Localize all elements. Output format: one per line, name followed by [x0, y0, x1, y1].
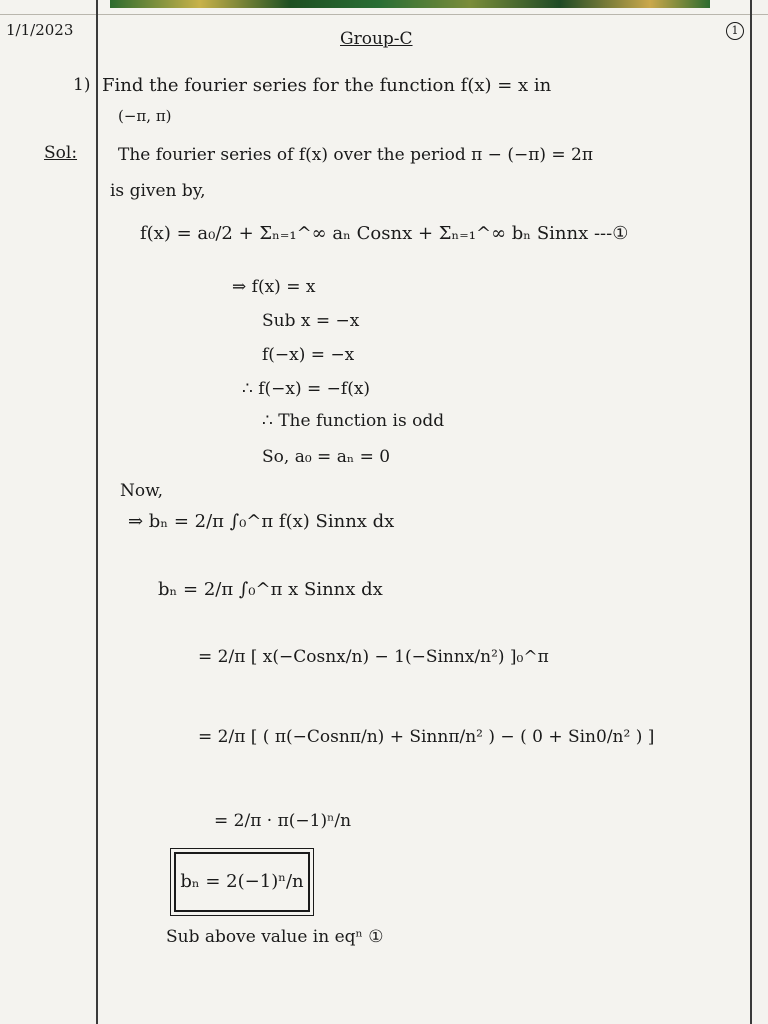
question-line-1: Find the fourier series for the function f(x) = x in — [102, 75, 552, 96]
now-label: Now, — [120, 481, 164, 501]
right-margin-line — [750, 0, 752, 1024]
question-number: 1) — [73, 75, 91, 95]
top-rule-line — [0, 14, 768, 15]
top-decorative-strip — [110, 0, 710, 8]
date: 1/1/2023 — [6, 21, 74, 39]
integration-step: = 2/π [ x(−Cosnx/n) − 1(−Sinnx/n²) ]₀^π — [198, 647, 549, 667]
bn-substituted: bₙ = 2/π ∫₀^π x Sinnx dx — [158, 579, 383, 600]
left-margin-line — [96, 0, 98, 1024]
integration-step: = 2/π [ ( π(−Cosnπ/n) + Sinnπ/n² ) − ( 0 + Sin0/n² ) ] — [198, 727, 655, 747]
page-number: 1 — [726, 22, 744, 40]
closing-line: Sub above value in eqⁿ ① — [166, 927, 384, 947]
solution-intro-2: is given by, — [110, 181, 206, 201]
integration-step: = 2/π · π(−1)ⁿ/n — [214, 811, 352, 831]
question-line-2: (−π, π) — [118, 107, 172, 125]
section-title: Group-C — [340, 29, 413, 49]
derivation-line: So, a₀ = aₙ = 0 — [262, 447, 391, 467]
solution-label: Sol: — [44, 143, 78, 163]
boxed-result: bₙ = 2(−1)ⁿ/n — [174, 852, 310, 912]
fourier-series-equation: f(x) = a₀/2 + Σₙ₌₁^∞ aₙ Cosnx + Σₙ₌₁^∞ bₙ Sinnx ---① — [140, 223, 629, 244]
bn-formula: ⇒ bₙ = 2/π ∫₀^π f(x) Sinnx dx — [128, 511, 395, 532]
derivation-line: ⇒ f(x) = x — [232, 277, 316, 297]
derivation-line: f(−x) = −x — [262, 345, 355, 365]
derivation-line: Sub x = −x — [262, 311, 360, 331]
solution-intro-1: The fourier series of f(x) over the period π − (−π) = 2π — [118, 145, 594, 165]
derivation-line: ∴ f(−x) = −f(x) — [242, 379, 371, 399]
derivation-line: ∴ The function is odd — [262, 411, 445, 431]
